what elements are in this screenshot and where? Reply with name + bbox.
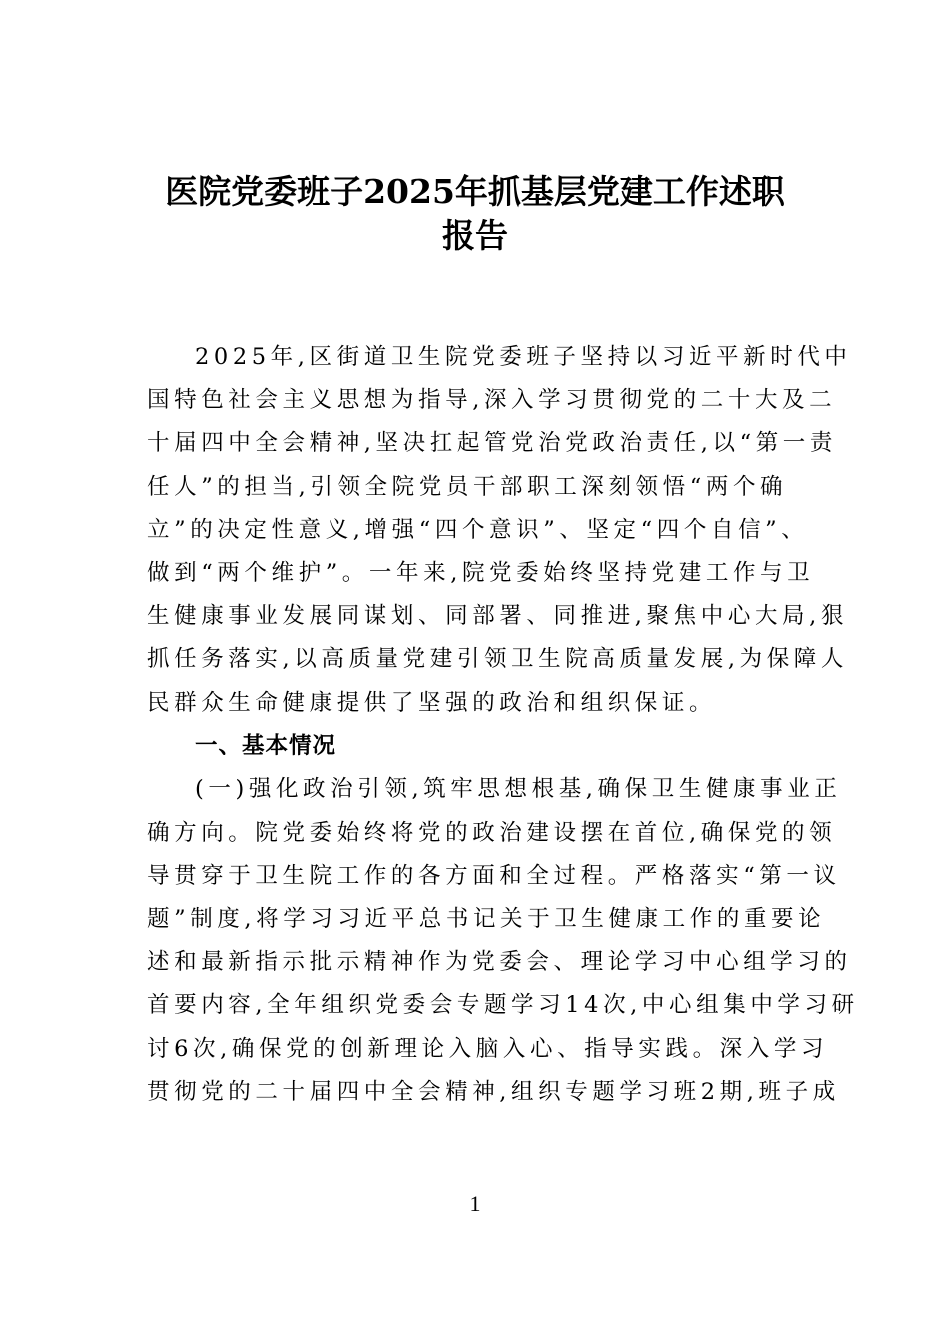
paragraph-line: 述和最新指示批示精神作为党委会、理论学习中心组学习的 <box>147 949 852 975</box>
document-title-line-1: 医院党委班子2025年抓基层党建工作述职 <box>165 172 785 211</box>
paragraph-line: 2025年,区街道卫生院党委班子坚持以习近平新时代中 <box>195 344 852 370</box>
paragraph-line: 题”制度,将学习习近平总书记关于卫生健康工作的重要论 <box>147 906 826 932</box>
paragraph-line: 国特色社会主义思想为指导,深入学习贯彻党的二十大及二 <box>147 387 837 413</box>
paragraph-line: 抓任务落实,以高质量党建引领卫生院高质量发展,为保障人 <box>147 646 849 672</box>
paragraph-line: 十届四中全会精神,坚决扛起管党治党政治责任,以“第一责 <box>147 430 838 456</box>
paragraph-line: 做到“两个维护”。一年来,院党委始终坚持党建工作与卫 <box>147 560 815 586</box>
paragraph-line: 立”的决定性意义,增强“四个意识”、坚定“四个自信”、 <box>147 517 809 543</box>
paragraph-line: 贯彻党的二十届四中全会精神,组织专题学习班2期,班子成 <box>147 1079 840 1105</box>
paragraph-line: 讨6次,确保党的创新理论入脑入心、指导实践。深入学习 <box>147 1036 829 1062</box>
paragraph-line: 导贯穿于卫生院工作的各方面和全过程。严格落实“第一议 <box>147 863 841 889</box>
page-number: 1 <box>469 1191 481 1216</box>
paragraph-line: 任人”的担当,引领全院党员干部职工深刻领悟“两个确 <box>147 474 788 500</box>
paragraph-line: 生健康事业发展同谋划、同部署、同推进,聚焦中心大局,狠 <box>147 603 849 629</box>
document-title-line-2: 报告 <box>442 216 508 255</box>
paragraph-line: 首要内容,全年组织党委会专题学习14次,中心组集中学习研 <box>147 992 859 1018</box>
section-heading: 一、基本情况 <box>195 733 337 759</box>
subsection-heading-line: (一)强化政治引领,筑牢思想根基,确保卫生健康事业正 <box>195 776 842 802</box>
paragraph-line: 确方向。院党委始终将党的政治建设摆在首位,确保党的领 <box>147 820 837 846</box>
paragraph-line: 民群众生命健康提供了坚强的政治和组织保证。 <box>147 690 717 716</box>
